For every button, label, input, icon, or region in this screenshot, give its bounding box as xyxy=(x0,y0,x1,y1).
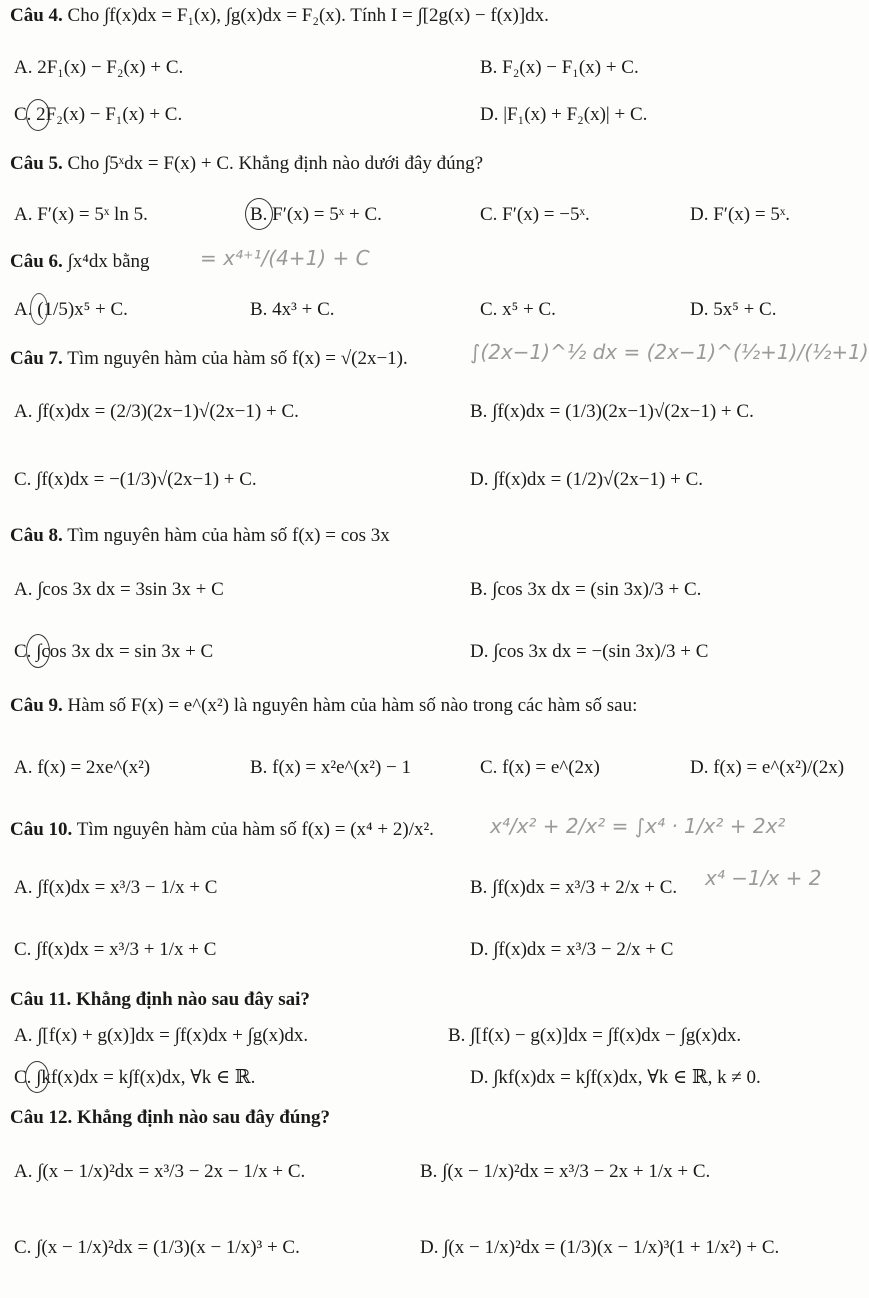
handwritten-note: = x⁴⁺¹/(4+1) + C xyxy=(200,246,370,270)
circle-mark-icon xyxy=(245,198,273,230)
q4-option-b[interactable]: B. F₂(x) − F₁(x) + C. xyxy=(480,57,639,78)
q9-option-c[interactable]: C. f(x) = e^(2x) xyxy=(480,757,600,778)
question-text: Khẳng định nào sau đây sai? xyxy=(76,989,310,1010)
q11-option-b[interactable]: B. ∫[f(x) − g(x)]dx = ∫f(x)dx − ∫g(x)dx. xyxy=(448,1025,742,1046)
question-label: Câu 9. xyxy=(10,695,63,716)
question-5-stem xyxy=(10,152,483,176)
question-text: Cho ∫5ˣdx = F(x) + C. Khẳng định nào dưới đây đúng? xyxy=(67,153,484,174)
question-8-stem xyxy=(10,524,390,548)
q8-option-b[interactable]: B. ∫cos 3x dx = (sin 3x)/3 + C. xyxy=(470,579,702,600)
handwritten-note: ∫(2x−1)^½ dx = (2x−1)^(½+1)/(½+1) xyxy=(470,340,869,364)
question-text: Cho ∫f(x)dx = F₁(x), ∫g(x)dx = F₂(x). Tính I = ∫[2g(x) − f(x)]dx. xyxy=(67,5,549,26)
q10-option-a[interactable]: A. ∫f(x)dx = x³/3 − 1/x + C xyxy=(14,877,218,898)
q6-option-b[interactable]: B. 4x³ + C. xyxy=(250,299,335,320)
q7-option-b[interactable]: B. ∫f(x)dx = (1/3)(2x−1)√(2x−1) + C. xyxy=(470,401,754,422)
question-text: ∫x⁴dx bằng xyxy=(67,251,150,272)
q10-option-c[interactable]: C. ∫f(x)dx = x³/3 + 1/x + C xyxy=(14,939,217,960)
q6-option-a[interactable]: A. (1/5)x⁵ + C. xyxy=(14,299,128,320)
q12-option-b[interactable]: B. ∫(x − 1/x)²dx = x³/3 − 2x + 1/x + C. xyxy=(420,1161,711,1182)
q8-option-a[interactable]: A. ∫cos 3x dx = 3sin 3x + C xyxy=(14,579,224,600)
question-11-stem xyxy=(10,988,310,1012)
question-text: Khẳng định nào sau đây đúng? xyxy=(77,1107,330,1128)
q12-option-d[interactable]: D. ∫(x − 1/x)²dx = (1/3)(x − 1/x)³(1 + 1/x²) + C. xyxy=(420,1237,780,1258)
q9-option-a[interactable]: A. f(x) = 2xe^(x²) xyxy=(14,757,151,778)
q10-option-b[interactable]: B. ∫f(x)dx = x³/3 + 2/x + C. xyxy=(470,877,678,898)
question-text: Tìm nguyên hàm của hàm số f(x) = (x⁴ + 2)/x². xyxy=(76,819,434,840)
question-7-stem xyxy=(10,347,408,371)
q11-option-a[interactable]: A. ∫[f(x) + g(x)]dx = ∫f(x)dx + ∫g(x)dx. xyxy=(14,1025,309,1046)
handwritten-note: x⁴ −1/x + 2 xyxy=(705,866,822,890)
question-label: Câu 6. xyxy=(10,251,63,272)
q10-option-d[interactable]: D. ∫f(x)dx = x³/3 − 2/x + C xyxy=(470,939,674,960)
question-12-stem xyxy=(10,1106,330,1130)
q9-option-b[interactable]: B. f(x) = x²e^(x²) − 1 xyxy=(250,757,411,778)
question-label: Câu 4. xyxy=(10,5,63,26)
circle-mark-icon xyxy=(26,99,50,131)
question-label: Câu 8. xyxy=(10,525,63,546)
q5-option-c[interactable]: C. F′(x) = −5ˣ. xyxy=(480,204,590,225)
q6-option-c[interactable]: C. x⁵ + C. xyxy=(480,299,556,320)
q11-option-d[interactable]: D. ∫kf(x)dx = k∫f(x)dx, ∀k ∈ ℝ, k ≠ 0. xyxy=(470,1067,761,1088)
q7-option-a[interactable]: A. ∫f(x)dx = (2/3)(2x−1)√(2x−1) + C. xyxy=(14,401,299,422)
q5-option-a[interactable]: A. F′(x) = 5ˣ ln 5. xyxy=(14,204,148,225)
question-text: Tìm nguyên hàm của hàm số f(x) = √(2x−1). xyxy=(67,348,408,369)
question-label: Câu 5. xyxy=(10,153,63,174)
q7-option-c[interactable]: C. ∫f(x)dx = −(1/3)√(2x−1) + C. xyxy=(14,469,257,490)
question-10-stem xyxy=(10,818,434,842)
q7-option-d[interactable]: D. ∫f(x)dx = (1/2)√(2x−1) + C. xyxy=(470,469,703,490)
question-text: Hàm số F(x) = e^(x²) là nguyên hàm của hàm số nào trong các hàm số sau: xyxy=(67,695,638,716)
q6-option-d[interactable]: D. 5x⁵ + C. xyxy=(690,299,777,320)
q5-option-d[interactable]: D. F′(x) = 5ˣ. xyxy=(690,204,791,225)
q4-option-a[interactable]: A. 2F₁(x) − F₂(x) + C. xyxy=(14,57,184,78)
question-label: Câu 7. xyxy=(10,348,63,369)
handwritten-note: x⁴/x² + 2/x² = ∫x⁴ · 1/x² + 2x² xyxy=(490,814,786,838)
q5-option-b[interactable]: B. F′(x) = 5ˣ + C. xyxy=(250,204,382,225)
circle-mark-icon xyxy=(30,293,48,325)
q8-option-c[interactable]: C. ∫cos 3x dx = sin 3x + C xyxy=(14,641,214,662)
question-4-stem xyxy=(10,4,549,28)
question-label: Câu 10. xyxy=(10,819,73,840)
question-9-stem xyxy=(10,694,637,718)
question-6-stem xyxy=(10,250,150,274)
q12-option-c[interactable]: C. ∫(x − 1/x)²dx = (1/3)(x − 1/x)³ + C. xyxy=(14,1237,300,1258)
circle-mark-icon xyxy=(25,1061,49,1093)
q4-option-d[interactable]: D. |F₁(x) + F₂(x)| + C. xyxy=(480,104,648,125)
question-text: Tìm nguyên hàm của hàm số f(x) = cos 3x xyxy=(67,525,390,546)
q11-option-c[interactable]: C. ∫kf(x)dx = k∫f(x)dx, ∀k ∈ ℝ. xyxy=(14,1067,256,1088)
q12-option-a[interactable]: A. ∫(x − 1/x)²dx = x³/3 − 2x − 1/x + C. xyxy=(14,1161,306,1182)
question-label: Câu 11. xyxy=(10,989,72,1010)
question-label: Câu 12. xyxy=(10,1107,73,1128)
q4-option-c[interactable]: C. 2F₂(x) − F₁(x) + C. xyxy=(14,104,183,125)
q8-option-d[interactable]: D. ∫cos 3x dx = −(sin 3x)/3 + C xyxy=(470,641,709,662)
q9-option-d[interactable]: D. f(x) = e^(x²)/(2x) xyxy=(690,757,845,778)
circle-mark-icon xyxy=(26,634,50,668)
